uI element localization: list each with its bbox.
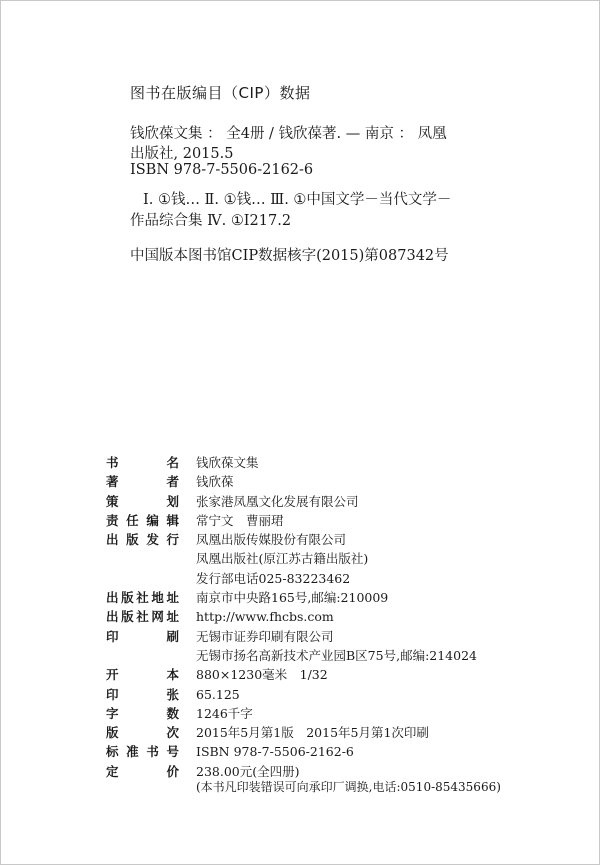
info-label: 版 次: [106, 725, 179, 741]
info-row: [106, 453, 477, 472]
info-label: 出 版 发 行: [106, 532, 179, 548]
info-value: 880×1230毫米 1/32: [196, 667, 328, 683]
info-label: 策 划: [106, 493, 179, 509]
info-row: [106, 492, 477, 511]
print-error-note: (本书凡印装错误可向承印厂调换,电话:0510-85435666): [196, 780, 501, 794]
info-value: 发行部电话025-83223462: [196, 570, 351, 586]
info-label: 印 张: [106, 686, 179, 702]
info-value: 1246千字: [196, 705, 253, 721]
info-row: [106, 530, 477, 549]
info-row: [106, 569, 477, 588]
info-value: 钱欣葆: [196, 474, 234, 490]
info-row: [106, 685, 477, 704]
info-label: 印 刷: [106, 628, 179, 644]
info-row: [106, 704, 477, 723]
info-row: [106, 627, 477, 646]
info-value: 凤凰出版传媒股份有限公司: [196, 532, 347, 548]
info-value: 2015年5月第1版 2015年5月第1次印刷: [196, 725, 429, 741]
cip-title: 图书在版编目（CIP）数据: [130, 84, 311, 102]
info-value: 238.00元(全四册): [196, 763, 300, 779]
info-label: 书 名: [106, 455, 179, 470]
cip-classification: 作品综合集 Ⅳ. ①I217.2: [130, 213, 292, 229]
info-value: 钱欣葆文集: [196, 455, 259, 470]
info-value: 无锡市证券印刷有限公司: [196, 628, 334, 644]
cip-classification: Ⅰ. ①钱… Ⅱ. ①钱… Ⅲ. ①中国文学－当代文学－: [143, 192, 452, 208]
info-label: 责 任 编 辑: [106, 512, 179, 528]
info-label: [106, 549, 179, 568]
info-label: [106, 646, 179, 665]
info-label: 字 数: [106, 705, 179, 721]
info-row: [106, 588, 477, 607]
info-value: http://www.fhcbs.com: [196, 609, 334, 625]
info-value: 南京市中央路165号,邮编:210009: [196, 590, 389, 606]
cip-isbn: ISBN 978-7-5506-2162-6: [130, 162, 314, 178]
info-row: [106, 549, 477, 568]
publication-info-table: [106, 453, 477, 781]
info-row: [106, 665, 477, 684]
info-value: ISBN 978-7-5506-2162-6: [196, 744, 354, 760]
info-row: [106, 723, 477, 742]
cip-record-number: 中国版本图书馆CIP数据核字(2015)第087342号: [130, 248, 449, 264]
info-row: [106, 511, 477, 530]
info-value: 凤凰出版社(原江苏古籍出版社): [196, 551, 369, 567]
info-label: 出 版 社 地 址: [106, 590, 179, 606]
info-row: [106, 646, 477, 665]
info-label: 开 本: [106, 667, 179, 683]
info-row: [106, 607, 477, 626]
info-value: 65.125: [196, 686, 240, 702]
info-label: 出 版 社 网 址: [106, 609, 179, 625]
info-label: 定 价: [106, 763, 179, 779]
info-row: [106, 742, 477, 761]
info-label: 著 者: [106, 474, 179, 490]
info-value: 无锡市扬名高新技术产业园B区75号,邮编:214024: [196, 647, 477, 663]
info-label: 标 准 书 号: [106, 744, 179, 760]
info-row: [106, 472, 477, 491]
info-value: 张家港凤凰文化发展有限公司: [196, 493, 359, 509]
info-label: [106, 569, 179, 588]
cip-line: 出版社, 2015.5: [130, 146, 234, 162]
info-value: 常宁文 曹丽珺: [196, 512, 284, 528]
cip-line: 钱欣葆文集 ： 全4册 / 钱欣葆著. — 南京 ： 凤凰: [130, 126, 447, 142]
